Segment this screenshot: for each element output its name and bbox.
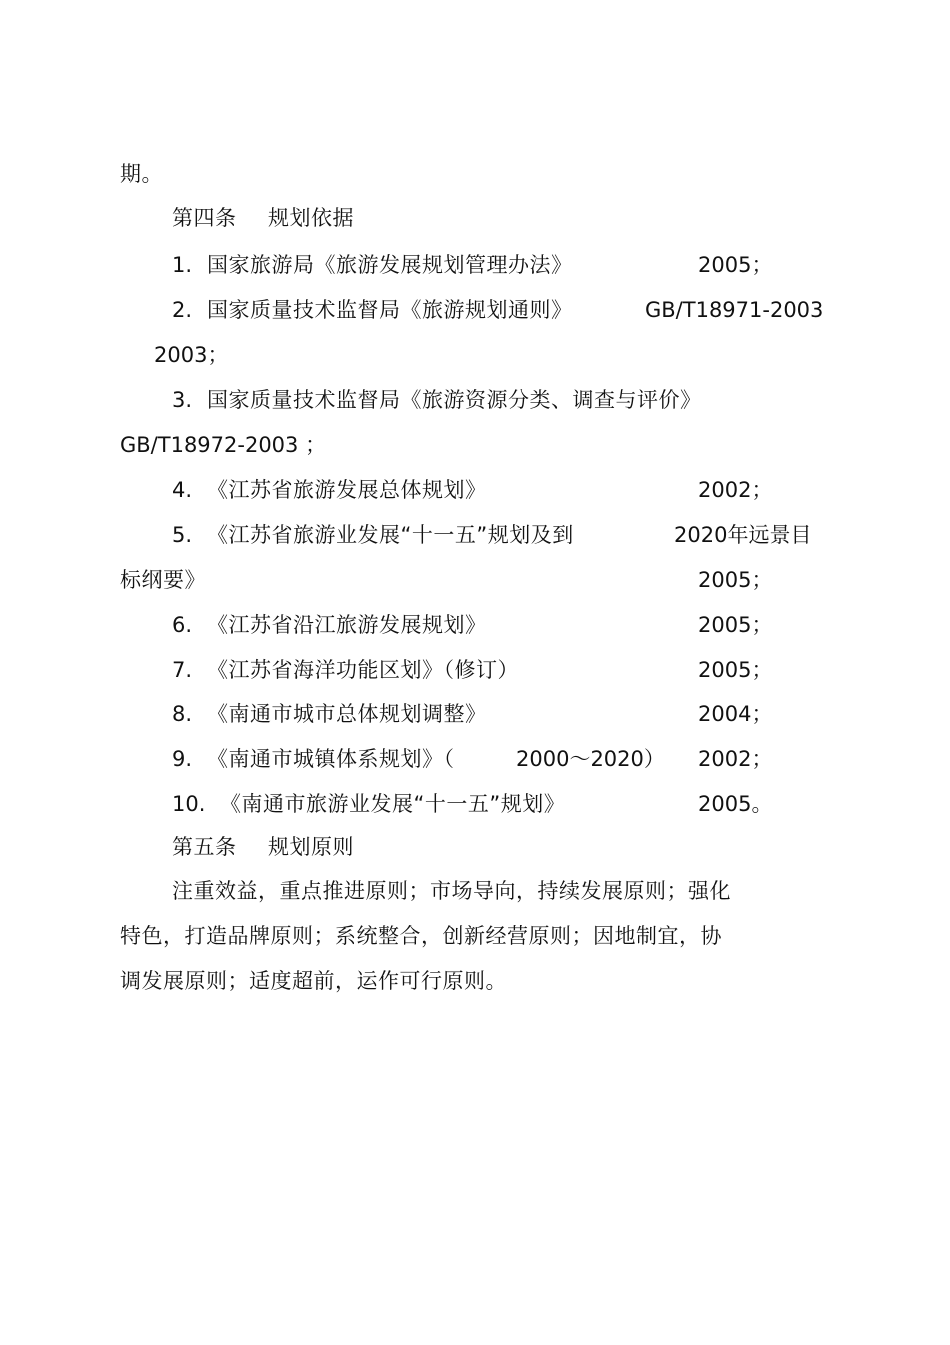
article-5-heading: 第五条 — [172, 835, 237, 859]
article-5-title: 规划原则 — [268, 835, 354, 859]
basis-item-number: 6. — [172, 613, 193, 637]
basis-item-text: 《南通市城镇体系规划》（ — [207, 747, 455, 771]
basis-item-year: 2005。 — [698, 792, 773, 816]
basis-item-number: 9. — [172, 747, 193, 771]
basis-item-range: 2000～2020） — [516, 747, 665, 771]
basis-item-text: 《南通市旅游业发展“十一五”规划》 — [220, 792, 566, 816]
basis-item-year: 2005； — [698, 568, 773, 592]
basis-item-number: 8. — [172, 702, 193, 726]
basis-item-year: 2002； — [698, 747, 773, 771]
article-4-heading: 第四条 — [172, 206, 237, 230]
basis-item-extra: 2020年远景目 — [674, 523, 812, 547]
principles-line: 调发展原则；适度超前，运作可行原则。 — [120, 969, 507, 993]
basis-item-number: 5. — [172, 523, 193, 547]
basis-item-text: 《江苏省海洋功能区划》（修订） — [207, 658, 519, 682]
basis-item-year: 2002； — [698, 478, 773, 502]
basis-item-number: 3. — [172, 388, 193, 412]
principles-line: 特色，打造品牌原则；系统整合，创新经营原则；因地制宜，协 — [120, 924, 722, 948]
basis-item-code: GB/T18971-2003 — [645, 298, 824, 322]
basis-item-year: 2005； — [698, 253, 773, 277]
basis-item-year: 2004； — [698, 702, 773, 726]
basis-item-text: 国家旅游局《旅游发展规划管理办法》 — [207, 253, 573, 277]
basis-item-text: 《江苏省旅游发展总体规划》 — [207, 478, 487, 502]
basis-item-number: 1. — [172, 253, 193, 277]
basis-item-number: 2. — [172, 298, 193, 322]
basis-item-year: 2005； — [698, 658, 773, 682]
article-4-title: 规划依据 — [268, 206, 354, 230]
basis-item-continuation: 2003； — [154, 343, 229, 367]
basis-item-text: 国家质量技术监督局《旅游规划通则》 — [207, 298, 573, 322]
basis-item-text: 《江苏省沿江旅游发展规划》 — [207, 613, 487, 637]
basis-item-text: 《南通市城市总体规划调整》 — [207, 702, 487, 726]
principles-line: 注重效益，重点推进原则；市场导向，持续发展原则；强化 — [172, 879, 731, 903]
basis-item-number: 7. — [172, 658, 193, 682]
basis-item-year: 2005； — [698, 613, 773, 637]
basis-item-number: 10. — [172, 792, 206, 816]
basis-item-number: 4. — [172, 478, 193, 502]
carryover-text: 期。 — [120, 162, 163, 186]
basis-item-continuation: 标纲要》 — [120, 568, 206, 592]
basis-item-continuation: GB/T18972-2003 ； — [120, 433, 327, 457]
basis-item-text: 《江苏省旅游业发展“十一五”规划及到 — [207, 523, 574, 547]
basis-item-text: 国家质量技术监督局《旅游资源分类、调查与评价》 — [207, 388, 702, 412]
